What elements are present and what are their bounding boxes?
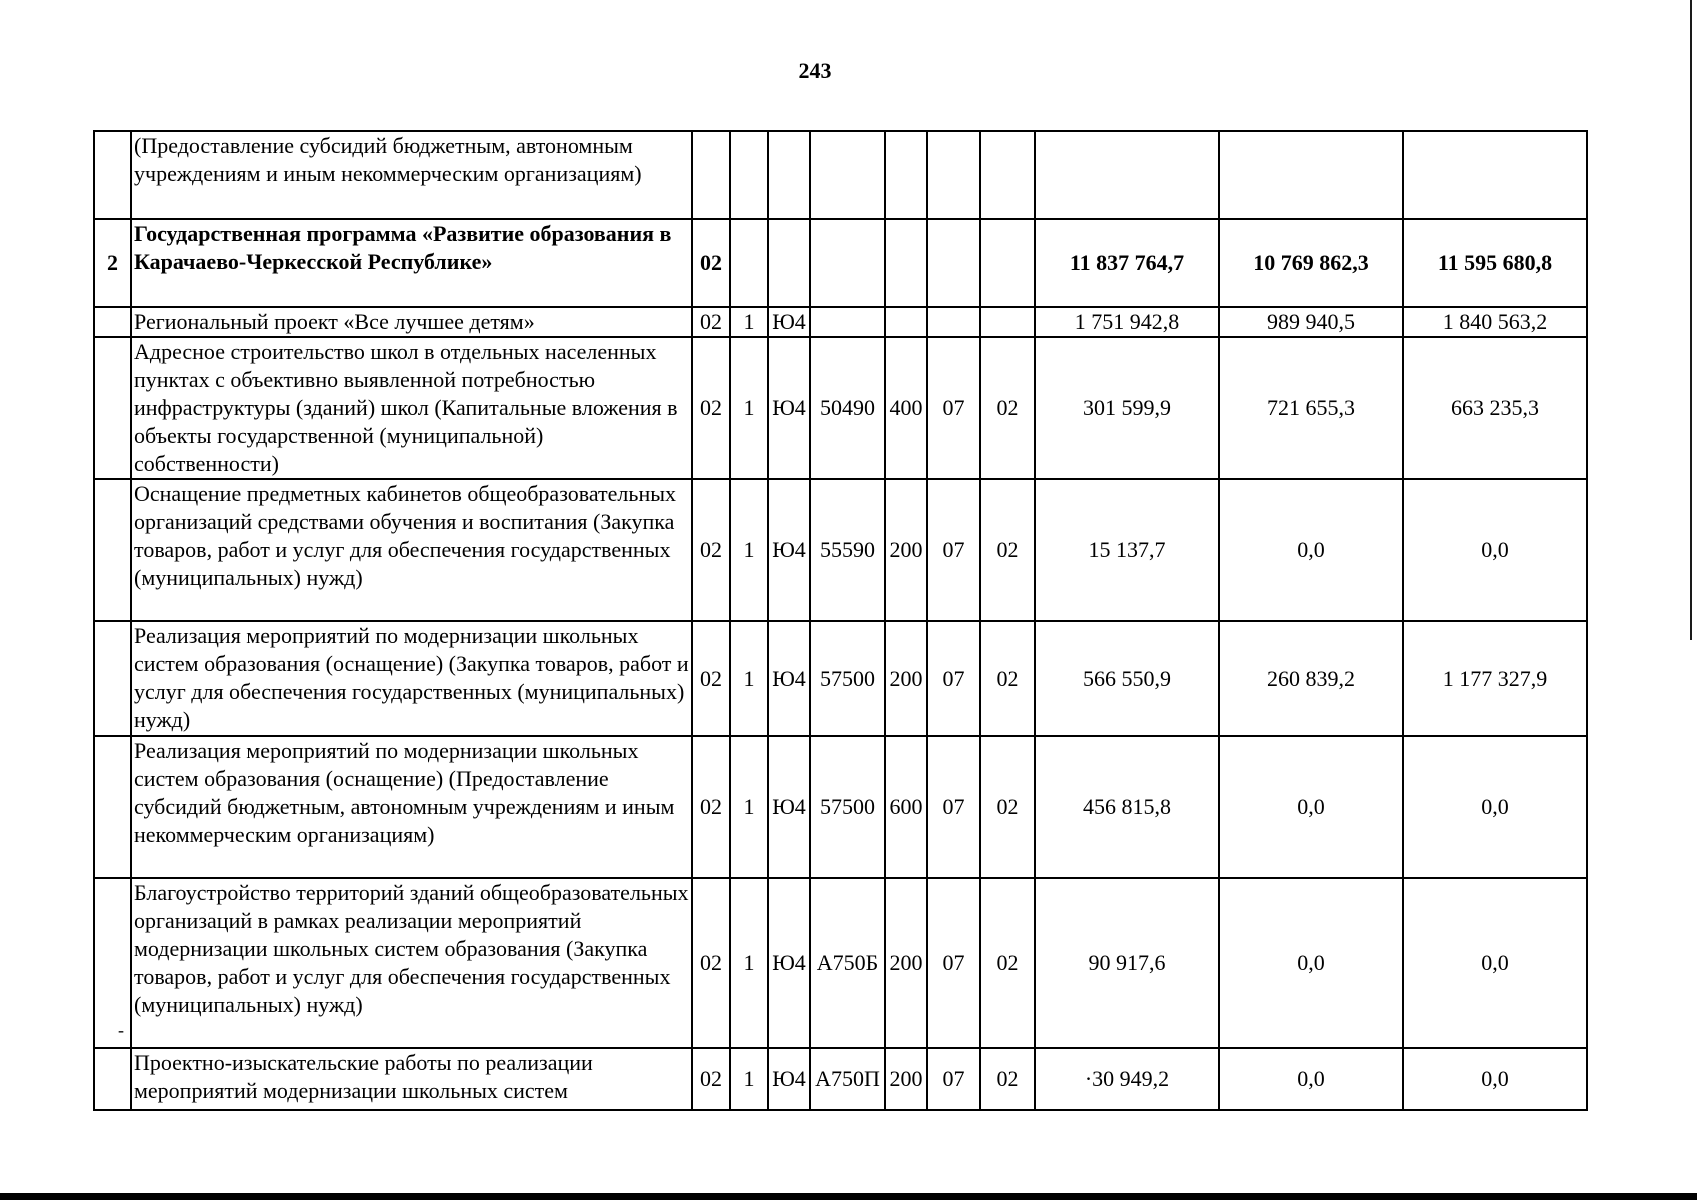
expense-name-cell: Региональный проект «Все лучшее детям» [131,307,692,337]
direction-code-cell: 55590 [810,479,885,621]
row-number-cell [94,479,131,621]
expense-name-cell: Проектно-изыскательские работы по реализации мероприятий модернизации школьных систем [131,1048,692,1110]
amount-year-3-cell: 11 595 680,8 [1403,219,1587,307]
table-row [94,307,1587,337]
expense-name-cell: Оснащение предметных кабинетов общеобразовательных организаций средствами обучения и воспитания (Закупка товаров, работ и услуг для обеспечения государственных (муниципальных) нужд) [131,479,692,621]
table-row [94,878,1587,1048]
amount-year-1-cell: 301 599,9 [1035,337,1219,479]
expense-type-cell: 200 [885,878,927,1048]
amount-year-2-cell: 989 940,5 [1219,307,1403,337]
direction-code-cell: А750П [810,1048,885,1110]
section-cell: 07 [927,337,980,479]
direction-code-cell [810,307,885,337]
project-code-cell: Ю4 [768,1048,810,1110]
amount-year-2-cell: 10 769 862,3 [1219,219,1403,307]
table-row [94,621,1587,736]
direction-code-cell [810,131,885,219]
program-code-cell: 02 [692,307,730,337]
page-number: 243 [798,58,832,83]
section-cell: 07 [927,1048,980,1110]
section-cell [927,131,980,219]
section-cell [927,307,980,337]
expense-name-cell: Адресное строительство школ в отдельных населенных пунктах с объективно выявленной потребностью инфраструктуры (зданий) школ (Капитальные вложения в объекты государственной (муниципальной) собственности) [131,337,692,479]
project-code-cell [768,219,810,307]
subprogram-code-cell: 1 [730,736,768,878]
subsection-cell: 02 [980,1048,1035,1110]
program-code-cell [692,131,730,219]
amount-year-3-cell: 1 177 327,9 [1403,621,1587,736]
scan-bottom-bar [0,1193,1697,1200]
budget-table [93,130,1588,1111]
amount-year-2-cell: 260 839,2 [1219,621,1403,736]
subsection-cell: 02 [980,878,1035,1048]
table-row [94,337,1587,479]
amount-year-3-cell: 0,0 [1403,479,1587,621]
direction-code-cell: А750Б [810,878,885,1048]
section-cell: 07 [927,878,980,1048]
project-code-cell: Ю4 [768,337,810,479]
amount-year-2-cell: 0,0 [1219,479,1403,621]
amount-year-1-cell: 15 137,7 [1035,479,1219,621]
subsection-cell [980,307,1035,337]
subprogram-code-cell [730,219,768,307]
expense-name-cell: Благоустройство территорий зданий общеобразовательных организаций в рамках реализации мероприятий модернизации школьных систем образования (Закупка товаров, работ и услуг для обеспечения государственных (муниципальных) нужд) [131,878,692,1048]
scan-edge-line [1690,0,1692,640]
amount-year-3-cell [1403,131,1587,219]
row-number-cell [94,1048,131,1110]
subprogram-code-cell: 1 [730,878,768,1048]
program-code-cell: 02 [692,479,730,621]
table-row [94,479,1587,621]
amount-year-1-cell: 90 917,6 [1035,878,1219,1048]
direction-code-cell: 57500 [810,736,885,878]
subprogram-code-cell: 1 [730,307,768,337]
expense-type-cell [885,219,927,307]
amount-year-1-cell [1035,131,1219,219]
project-code-cell: Ю4 [768,878,810,1048]
row-number-cell: 2 [94,219,131,307]
amount-year-1-cell: 566 550,9 [1035,621,1219,736]
amount-year-2-cell: 0,0 [1219,1048,1403,1110]
amount-year-3-cell: 1 840 563,2 [1403,307,1587,337]
row-number-cell [94,131,131,219]
section-cell: 07 [927,621,980,736]
project-code-cell [768,131,810,219]
expense-type-cell [885,307,927,337]
subsection-cell: 02 [980,479,1035,621]
expense-name-cell: Реализация мероприятий по модернизации школьных систем образования (оснащение) (Предоставление субсидий бюджетным, автономным учреждениям и иным некоммерческим организациям) [131,736,692,878]
amount-year-3-cell: 663 235,3 [1403,337,1587,479]
subprogram-code-cell [730,131,768,219]
amount-year-3-cell: 0,0 [1403,878,1587,1048]
expense-type-cell: 200 [885,1048,927,1110]
direction-code-cell: 57500 [810,621,885,736]
subprogram-code-cell: 1 [730,479,768,621]
program-code-cell: 02 [692,1048,730,1110]
section-cell [927,219,980,307]
expense-name-cell: Государственная программа «Развитие образования в Карачаево-Черкесской Республике» [131,219,692,307]
program-code-cell: 02 [692,219,730,307]
row-number-cell [94,736,131,878]
amount-year-2-cell [1219,131,1403,219]
subsection-cell [980,219,1035,307]
table-row [94,736,1587,878]
amount-year-1-cell: 456 815,8 [1035,736,1219,878]
row-number-cell [94,621,131,736]
section-cell: 07 [927,479,980,621]
row-number-cell [94,307,131,337]
section-cell: 07 [927,736,980,878]
expense-type-cell: 200 [885,479,927,621]
amount-year-2-cell: 721 655,3 [1219,337,1403,479]
subsection-cell: 02 [980,621,1035,736]
program-code-cell: 02 [692,337,730,479]
program-code-cell: 02 [692,736,730,878]
stray-dash-mark: - [118,1020,124,1040]
row-number-cell [94,878,131,1048]
amount-year-1-cell: 1 751 942,8 [1035,307,1219,337]
amount-year-2-cell: 0,0 [1219,878,1403,1048]
expense-name-cell: Реализация мероприятий по модернизации школьных систем образования (оснащение) (Закупка товаров, работ и услуг для обеспечения государственных (муниципальных) нужд) [131,621,692,736]
subsection-cell [980,131,1035,219]
subsection-cell: 02 [980,337,1035,479]
subprogram-code-cell: 1 [730,1048,768,1110]
amount-year-1-cell: ·30 949,2 [1035,1048,1219,1110]
expense-type-cell: 200 [885,621,927,736]
project-code-cell: Ю4 [768,621,810,736]
amount-year-3-cell: 0,0 [1403,1048,1587,1110]
subprogram-code-cell: 1 [730,621,768,736]
table-row [94,219,1587,307]
subprogram-code-cell: 1 [730,337,768,479]
program-code-cell: 02 [692,878,730,1048]
expense-name-cell: (Предоставление субсидий бюджетным, автономным учреждениям и иным некоммерческим организациям) [131,131,692,219]
amount-year-3-cell: 0,0 [1403,736,1587,878]
expense-type-cell [885,131,927,219]
subsection-cell: 02 [980,736,1035,878]
program-code-cell: 02 [692,621,730,736]
amount-year-2-cell: 0,0 [1219,736,1403,878]
project-code-cell: Ю4 [768,479,810,621]
amount-year-1-cell: 11 837 764,7 [1035,219,1219,307]
expense-type-cell: 600 [885,736,927,878]
expense-type-cell: 400 [885,337,927,479]
table-row [94,1048,1587,1110]
table-row [94,131,1587,219]
row-number-cell [94,337,131,479]
direction-code-cell [810,219,885,307]
project-code-cell: Ю4 [768,736,810,878]
project-code-cell: Ю4 [768,307,810,337]
direction-code-cell: 50490 [810,337,885,479]
